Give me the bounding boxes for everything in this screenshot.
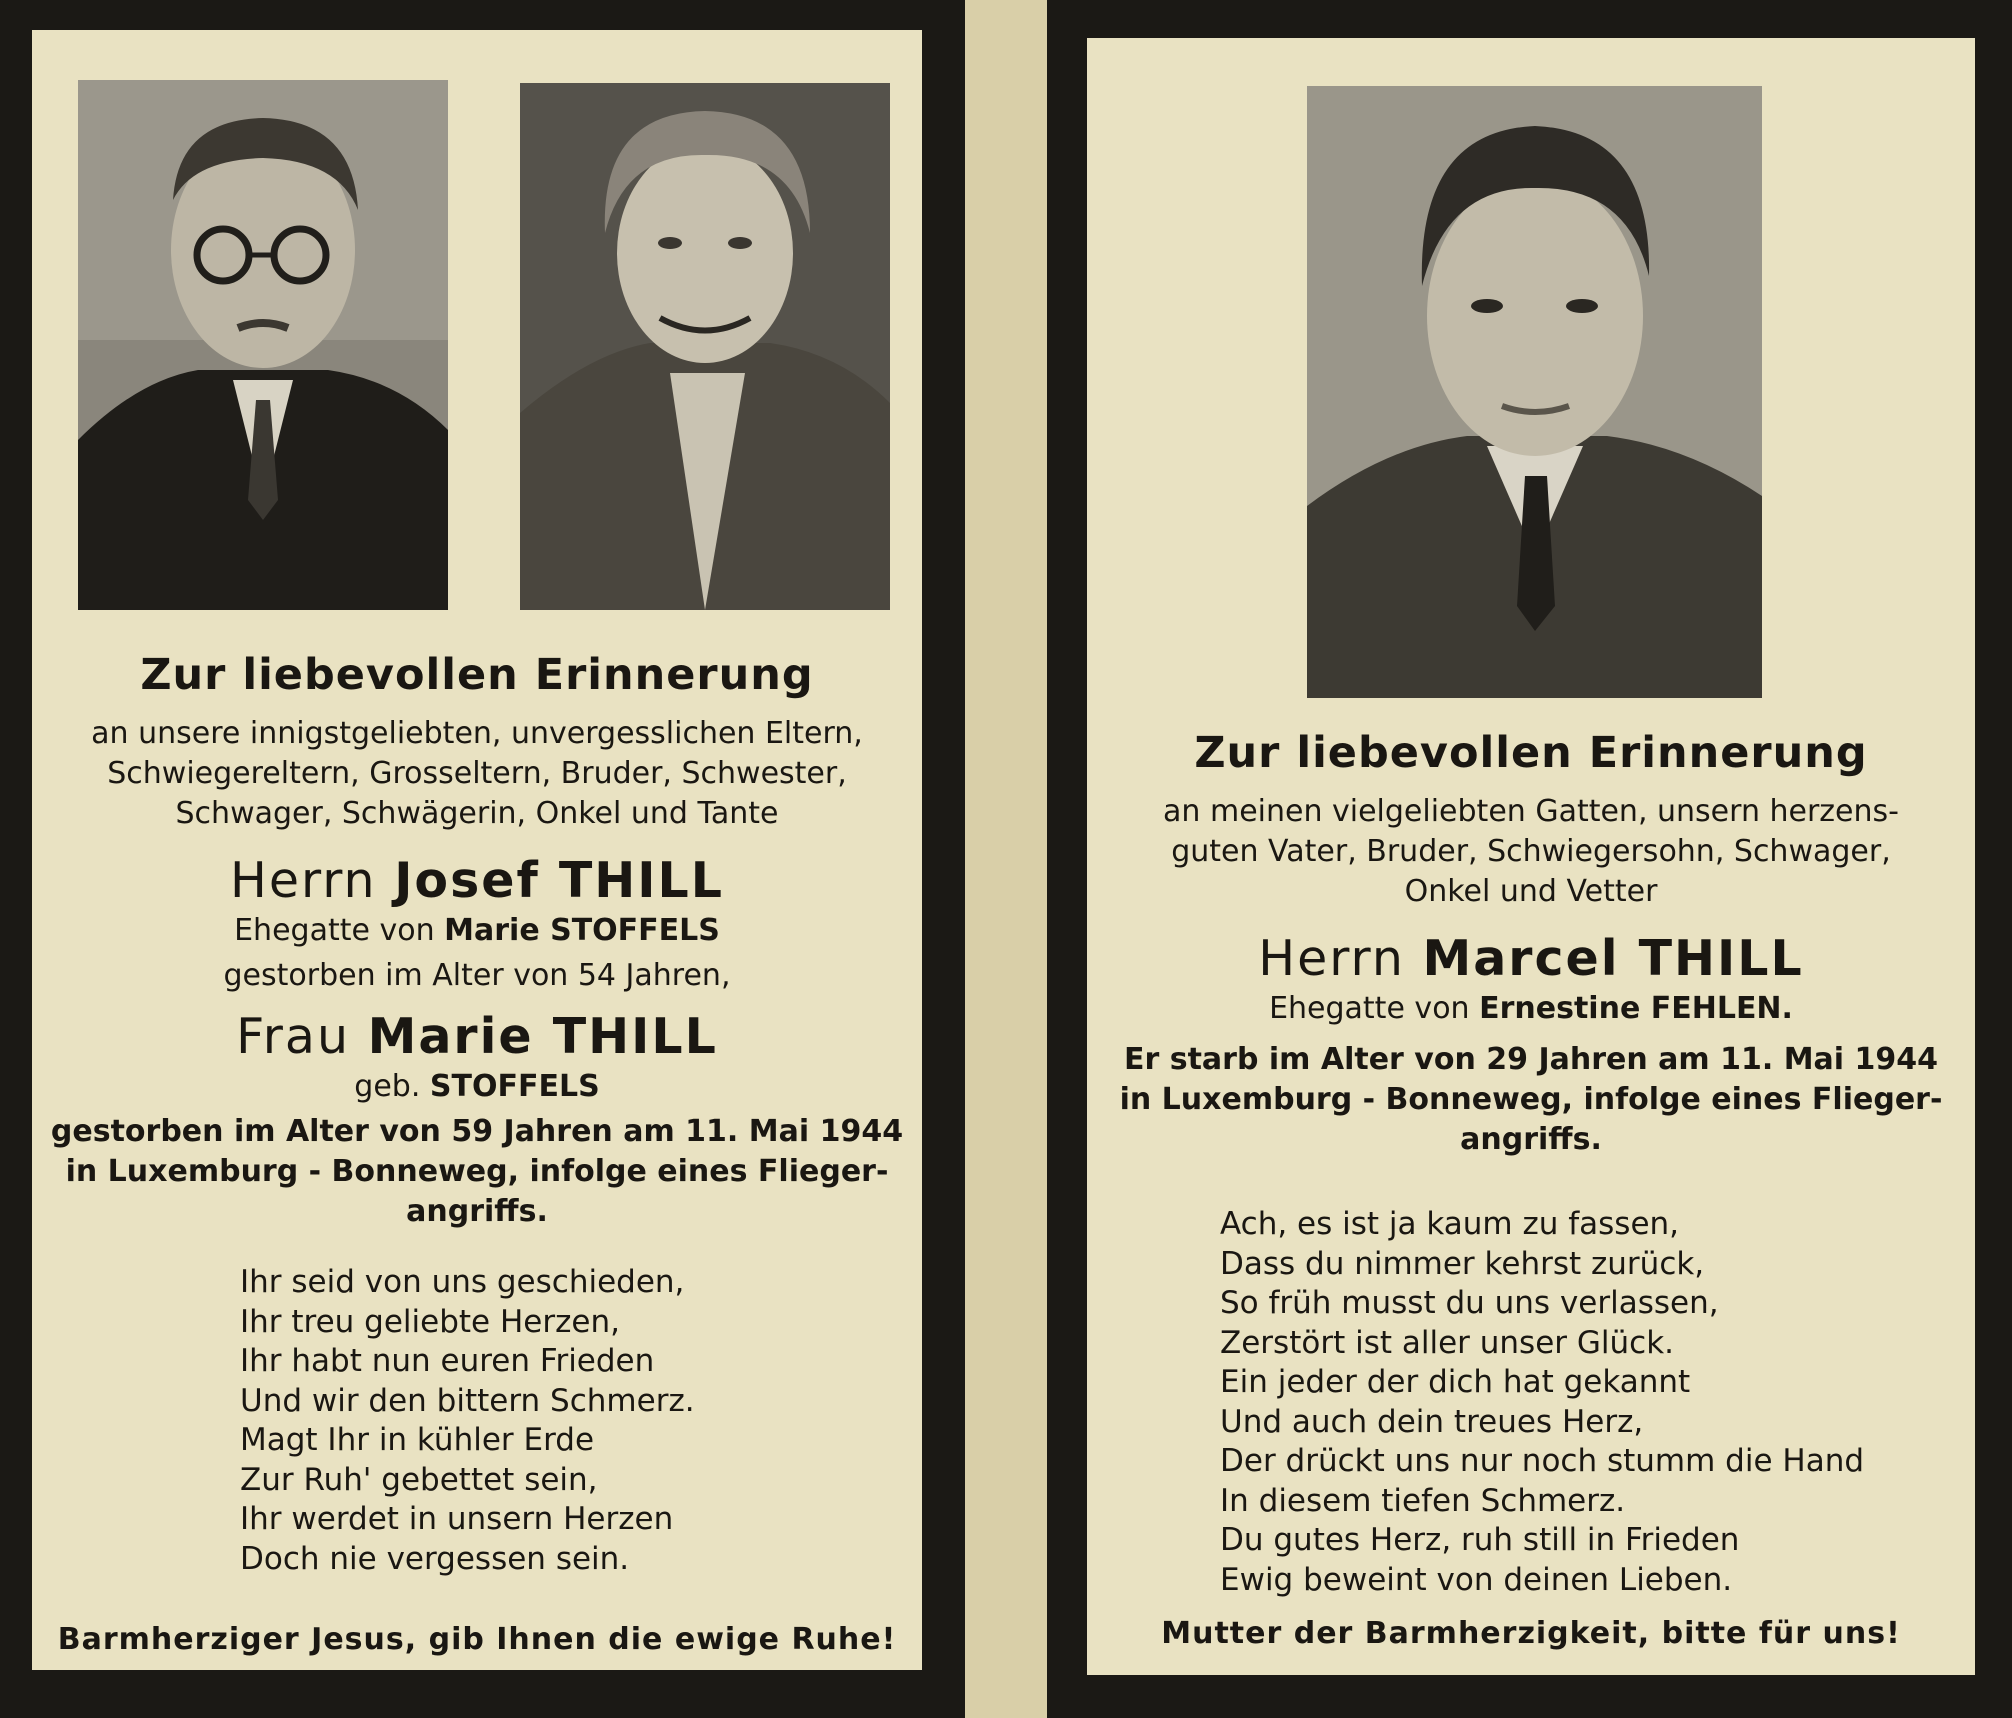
marcel-name-line (1087, 930, 1975, 987)
right-intro-line: Onkel und Vetter (1404, 874, 1658, 909)
poem-line: Ihr treu geliebte Herzen, (240, 1303, 620, 1340)
poem-line: Zur Ruh' gebettet sein, (240, 1461, 598, 1498)
memorial-card-right (1047, 0, 2012, 1718)
josef-spouse-name: Marie STOFFELS (444, 913, 720, 948)
poem-line: Und wir den bittern Schmerz. (240, 1382, 695, 1419)
marie-death-line: in Luxemburg - Bonneweg, infolge eines Flieger- (65, 1154, 889, 1189)
poem-line: Du gutes Herz, ruh still in Frieden (1220, 1522, 1740, 1558)
marcel-title: Herrn (1258, 930, 1405, 987)
poem-line: Ach, es ist ja kaum zu fassen, (1220, 1206, 1680, 1242)
marie-death-lines (32, 1112, 922, 1232)
marie-birth-name: STOFFELS (429, 1069, 600, 1104)
right-card-text (1087, 728, 1975, 1160)
poem-line: Ein jeder der dich hat gekannt (1220, 1364, 1691, 1400)
right-intro (1087, 792, 1975, 912)
marcel-name: Marcel THILL (1422, 930, 1804, 987)
marie-death-line: gestorben im Alter von 59 Jahren am 11. Mai 1944 (50, 1114, 904, 1149)
poem-line: Ihr habt nun euren Frieden (240, 1343, 655, 1379)
josef-name: Josef THILL (394, 852, 724, 909)
marie-death-line: angriffs. (406, 1194, 548, 1229)
portrait-marie-thill (520, 83, 890, 610)
right-closing-prayer: Mutter der Barmherzigkeit, bitte für uns! (1161, 1616, 1901, 1651)
poem-line: In diesem tiefen Schmerz. (1220, 1482, 1626, 1519)
right-poem (1220, 1205, 1864, 1600)
memorial-card-left (0, 0, 965, 1718)
marie-name-line (32, 1008, 922, 1065)
poem-line: Ihr seid von uns geschieden, (240, 1264, 685, 1300)
josef-title: Herrn (230, 852, 377, 909)
right-intro-line: an meinen vielgeliebten Gatten, unsern herzens- (1163, 794, 1899, 829)
left-closing-prayer: Barmherziger Jesus, gib Ihnen die ewige Ruhe! (57, 1622, 897, 1657)
left-heading: Zur liebevollen Erinnerung (140, 650, 814, 700)
left-card-text (32, 650, 922, 1232)
poem-line: Der drückt uns nur noch stumm die Hand (1220, 1443, 1865, 1479)
marcel-spouse-line (1087, 991, 1975, 1026)
portrait-josef-thill (78, 80, 448, 610)
marcel-death-line: in Luxemburg - Bonneweg, infolge eines Flieger- (1119, 1082, 1943, 1117)
marcel-spouse-name: Ernestine FEHLEN. (1479, 991, 1793, 1026)
left-intro-line: Schwiegereltern, Grosseltern, Bruder, Schwester, (107, 756, 847, 791)
left-intro-line: an unsere innigstgeliebten, unvergesslichen Eltern, (91, 716, 863, 751)
josef-spouse-prefix: Ehegatte von (234, 913, 435, 948)
marcel-spouse-prefix: Ehegatte von (1269, 991, 1470, 1026)
poem-line: Doch nie vergessen sein. (240, 1540, 630, 1577)
poem-line: Und auch dein treues Herz, (1220, 1403, 1644, 1440)
marcel-death-line: angriffs. (1460, 1122, 1602, 1157)
card-right-panel (1087, 38, 1975, 1675)
left-intro-line: Schwager, Schwägerin, Onkel und Tante (175, 796, 779, 831)
poem-line: Ewig beweint von deinen Lieben. (1220, 1561, 1733, 1598)
josef-death-line: gestorben im Alter von 54 Jahren, (223, 958, 731, 993)
marie-name: Marie THILL (367, 1008, 718, 1065)
card-left-panel (32, 30, 922, 1670)
marie-birth-line (32, 1069, 922, 1104)
josef-name-line (32, 852, 922, 909)
left-intro (32, 714, 922, 834)
marcel-death-lines (1087, 1040, 1975, 1160)
right-intro-line: guten Vater, Bruder, Schwiegersohn, Schwager, (1171, 834, 1891, 869)
poem-line: Dass du nimmer kehrst zurück, (1220, 1245, 1705, 1282)
poem-line: Zerstört ist aller unser Glück. (1220, 1324, 1674, 1361)
portrait-marcel-thill (1307, 86, 1762, 698)
marie-birth-prefix: geb. (354, 1069, 421, 1104)
josef-spouse-line (32, 913, 922, 948)
poem-line: So früh musst du uns verlassen, (1220, 1285, 1719, 1321)
marie-title: Frau (236, 1008, 351, 1065)
right-heading: Zur liebevollen Erinnerung (1194, 728, 1868, 778)
poem-line: Ihr werdet in unsern Herzen (240, 1501, 674, 1537)
poem-line: Magt Ihr in kühler Erde (240, 1422, 595, 1458)
left-poem (240, 1263, 695, 1579)
marcel-death-line: Er starb im Alter von 29 Jahren am 11. Mai 1944 (1123, 1042, 1939, 1077)
